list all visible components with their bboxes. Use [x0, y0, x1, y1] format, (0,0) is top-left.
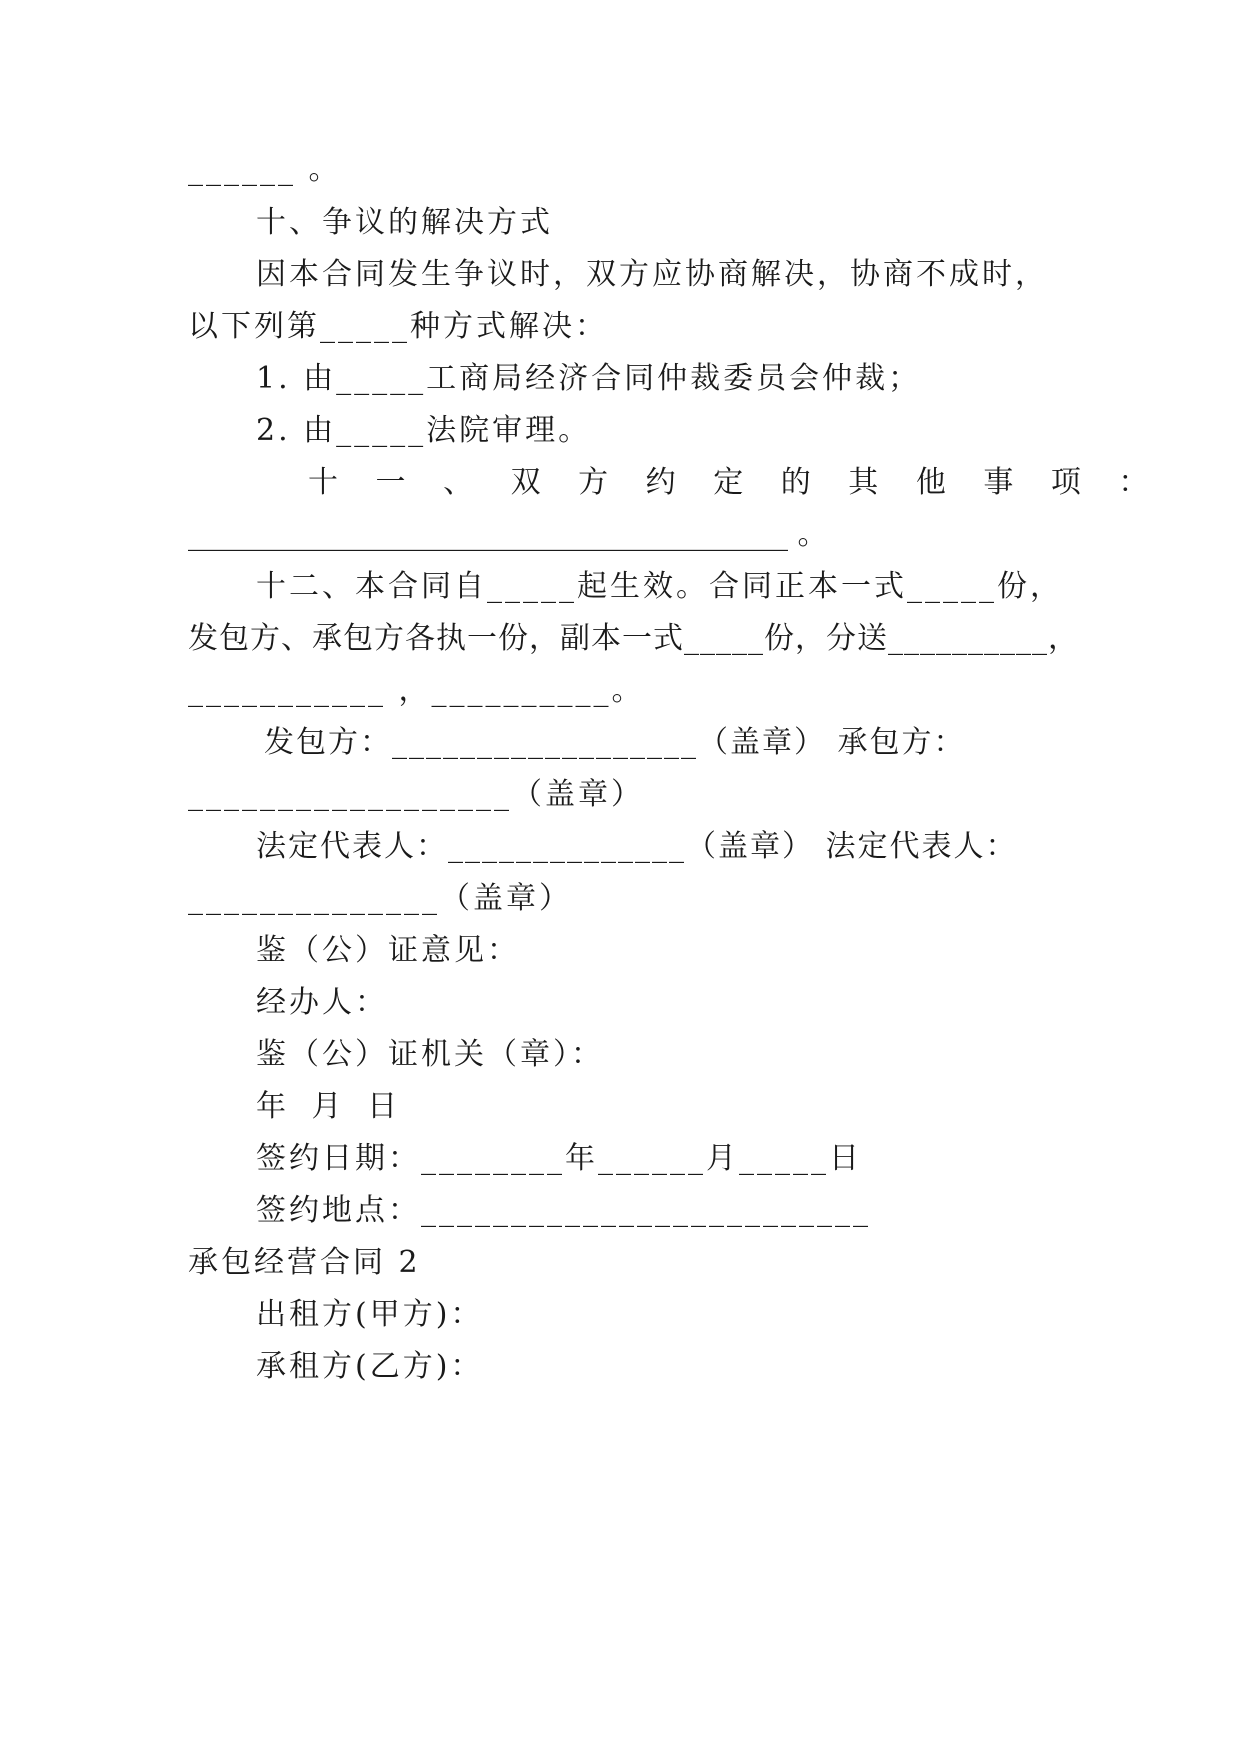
text-line: 发包方、承包方各执一份，副本一式_____份，分送__________，: [188, 621, 1079, 656]
text-line: 承租方(乙方)：: [256, 1349, 484, 1384]
document-title: 承包经营合同 2: [188, 1245, 421, 1280]
list-item: 2. 由_____法院审理。: [256, 413, 592, 448]
text-line: ___________ ，__________。: [188, 673, 645, 708]
signature-line: ______________（盖章）: [188, 881, 572, 916]
text-line: 签约地点：_________________________: [256, 1193, 871, 1228]
text-line: ________________________________________ 。: [188, 517, 828, 552]
text-line: ______ 。: [188, 152, 342, 187]
section-heading: 十二、本合同自_____起生效。合同正本一式_____份，: [256, 569, 1063, 604]
text-line: 鉴（公）证意见：: [256, 933, 520, 968]
date-line: 年 月 日: [256, 1089, 406, 1124]
signature-line: __________________（盖章）: [188, 777, 644, 812]
text-line: 以下列第_____种方式解决：: [188, 309, 608, 344]
section-heading: 十、争议的解决方式: [256, 205, 553, 240]
list-item: 1. 由_____工商局经济合同仲裁委员会仲裁；: [256, 361, 922, 396]
text-line: 因本合同发生争议时，双方应协商解决，协商不成时，: [256, 257, 1048, 292]
text-line: 经办人：: [256, 985, 388, 1020]
date-line: 签约日期：________年______月_____日: [256, 1141, 862, 1176]
signature-line: 法定代表人：______________（盖章） 法定代表人：: [256, 829, 1018, 864]
signature-line: 发包方：__________________（盖章） 承包方：: [264, 725, 966, 760]
section-heading: 十 一 、 双 方 约 定 的 其 他 事 项 ：: [308, 465, 1163, 500]
text-line: 出租方(甲方)：: [256, 1297, 484, 1332]
text-line: 鉴（公）证机关（章）：: [256, 1037, 604, 1072]
